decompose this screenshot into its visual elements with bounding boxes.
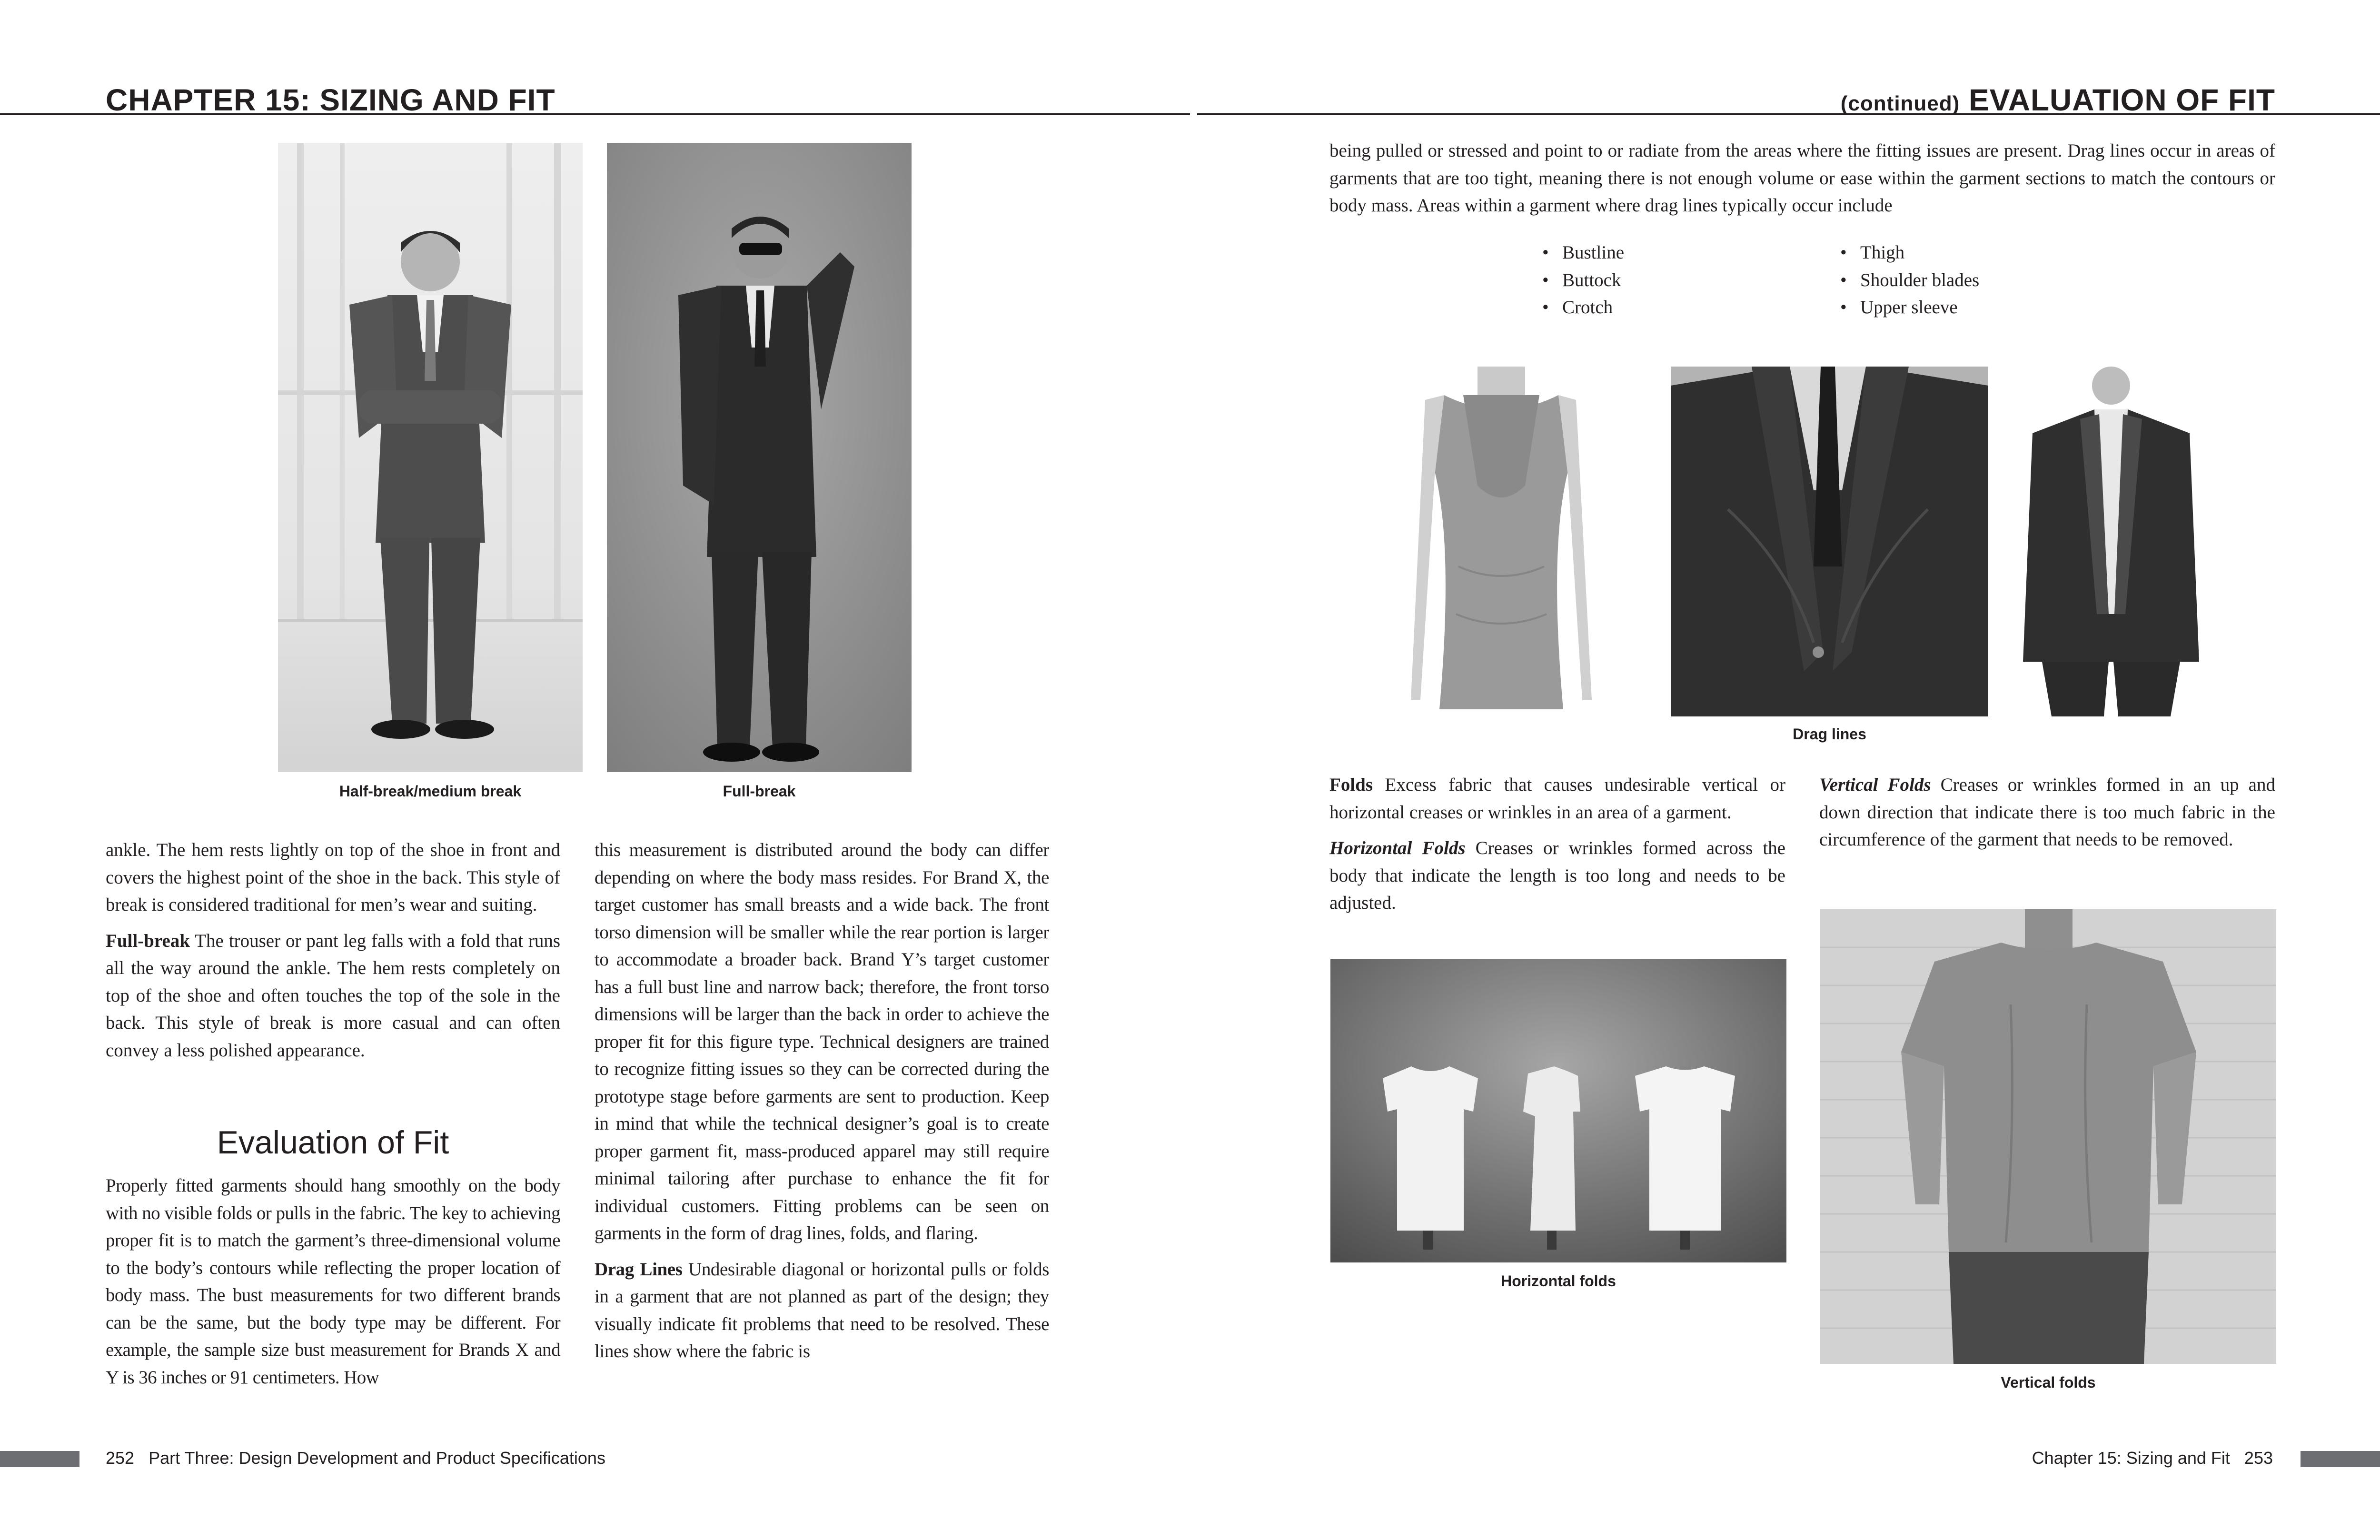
- right-footer: [2032, 1447, 2273, 1470]
- right-column-2: [1819, 771, 2275, 862]
- right-section-header: [1841, 85, 2275, 115]
- term-vertical-folds: Vertical Folds: [1819, 775, 1931, 795]
- vertical-folds-definition: Creases or wrinkles formed in an up and down direction that indicate there is too much fabric in the circumference of the garment that needs to be removed.: [1819, 775, 2275, 850]
- right-column-1: [1329, 771, 1785, 925]
- paragraph-horizontal-folds: [1329, 835, 1785, 917]
- drag-lines-definition: Undesirable diagonal or horizontal pulls or folds in a garment that are not planned as part of the design; they visually indicate fit problems that need to be resolved. These lines show where the fabric is: [595, 1259, 1049, 1361]
- paragraph-break-continued: ankle. The hem rests lightly on top of the shoe in front and covers the highest point of the shoe in the back. This style of break is considered traditional for men’s wear and suiting.: [106, 840, 560, 915]
- paragraph-evaluation-of-fit: Properly fitted garments should hang smoothly on the body with no visible folds or pulls in the fabric. The key to achieving proper fit is to match the garment’s three-dimensional volume to the body’s contours while reflecting the proper location of body mass. The bust measurements for two different brands can be the same, but the body type may be different. For example, the sample size bust measurement for Brands X and Y is 36 inches or 91 centimeters. How: [106, 1175, 560, 1388]
- left-page-number: 252: [106, 1448, 135, 1468]
- left-chapter-header: CHAPTER 15: SIZING AND FIT: [106, 83, 555, 117]
- bullet-item: • Upper sleeve: [1836, 294, 2084, 321]
- photo-drag-lines-tank-top: [1406, 367, 1595, 716]
- photo-drag-lines-tuxedo: [2013, 367, 2209, 716]
- right-intro-text: [1329, 137, 2275, 228]
- term-horizontal-folds: Horizontal Folds: [1329, 838, 1466, 858]
- bullet-list-left: [1538, 239, 1786, 321]
- term-drag-lines: Drag Lines: [595, 1259, 683, 1280]
- section-heading-evaluation-of-fit: Evaluation of Fit: [217, 1124, 449, 1161]
- term-folds: Folds: [1329, 775, 1373, 795]
- left-column-1: [106, 836, 560, 1073]
- header-continued-label: (continued): [1840, 92, 1960, 115]
- photo-full-break: [607, 143, 912, 772]
- photo-vertical-folds: [1820, 909, 2276, 1364]
- header-evaluation-of-fit: EVALUATION OF FIT: [1969, 83, 2275, 117]
- bullet-item: • Bustline: [1538, 239, 1786, 267]
- right-page-number: 253: [2244, 1448, 2273, 1468]
- right-footer-bar: [2301, 1451, 2380, 1467]
- paragraph-drag-lines-continued: being pulled or stressed and point to or radiate from the areas where the fitting issues are present. Drag lines occur in areas of garments that are too tight, meaning there is not enough volume or ease within the garment sections to match the contours or body mass. Areas within a garment where drag lines typically occur include: [1329, 140, 2275, 216]
- paragraph-folds: [1329, 771, 1785, 826]
- full-break-definition: The trouser or pant leg falls with a fold that runs all the way around the ankle. The hem rests completely on top of the shoe and often touches the top of the sole in the back. This style of break is more casual and can often convey a less polished appearance.: [106, 930, 560, 1061]
- photo-horizontal-folds: [1330, 959, 1786, 1262]
- paragraph-full-break: [106, 927, 560, 1064]
- caption-half-break: Half-break/medium break: [339, 783, 522, 800]
- bullet-list-right: [1836, 239, 2084, 321]
- bullet-item: • Buttock: [1538, 267, 1786, 294]
- photo-half-break: [278, 143, 583, 772]
- paragraph-drag-lines: [595, 1256, 1049, 1365]
- caption-horizontal-folds: Horizontal folds: [1501, 1272, 1616, 1290]
- bullet-item: • Crotch: [1538, 294, 1786, 321]
- caption-vertical-folds: Vertical folds: [2001, 1374, 2096, 1391]
- bullet-item: • Shoulder blades: [1836, 267, 2084, 294]
- caption-full-break: Full-break: [723, 783, 796, 800]
- horizontal-folds-definition: Creases or wrinkles formed across the body that indicate the length is too long and needs to be adjusted.: [1329, 838, 1785, 913]
- photo-drag-lines-jacket: [1671, 367, 1988, 716]
- caption-drag-lines: Drag lines: [1793, 725, 1866, 743]
- right-footer-text: Chapter 15: Sizing and Fit: [2032, 1448, 2230, 1468]
- bullet-item: • Thigh: [1836, 239, 2084, 267]
- left-column-2: [595, 836, 1049, 1374]
- left-column-1-lower: [106, 1172, 560, 1400]
- left-footer-bar: [0, 1451, 79, 1467]
- paragraph-vertical-folds: [1819, 771, 2275, 854]
- left-footer: [106, 1447, 605, 1470]
- left-footer-text: Part Three: Design Development and Product Specifications: [149, 1448, 605, 1468]
- paragraph-body-mass-distribution: this measurement is distributed around the body can differ depending on where the body mass resides. For Brand X, the target customer has small breasts and a wide back. The front torso dimension will be smaller while the rear portion is larger to accommodate a broader back. Brand Y’s target customer has a full bust line and narrow back; therefore, the front torso dimensions will be larger than the back in order to achieve the proper fit for this figure type. Technical designers are trained to recognize fitting issues so they can be corrected during the prototype stage before garments are sent to production. Keep in mind that while the technical designer’s goal is to create proper garment fit, mass-produced apparel may still require minimal tailoring after purchase to enhance the fit for individual customers. Fitting problems can be seen on garments in the form of drag lines, folds, and flaring.: [595, 840, 1049, 1243]
- folds-definition: Excess fabric that causes undesirable vertical or horizontal creases or wrinkles in an area of a garment.: [1329, 775, 1785, 823]
- term-full-break: Full-break: [106, 930, 190, 951]
